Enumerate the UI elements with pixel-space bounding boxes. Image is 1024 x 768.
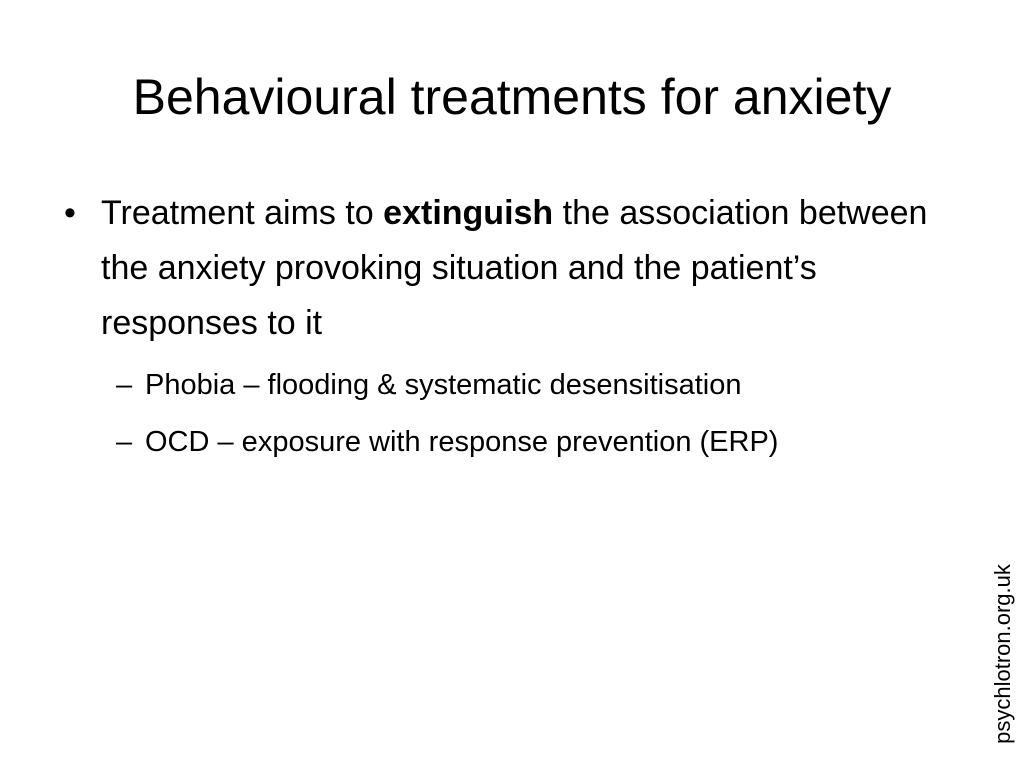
sub-list bbox=[62, 357, 952, 471]
bullet-text bbox=[101, 194, 927, 342]
sub-item-text: Phobia – flooding & systematic desensitisation bbox=[145, 369, 742, 401]
sub-item-ocd bbox=[116, 414, 952, 471]
bullet-emphasis: extinguish bbox=[383, 194, 554, 232]
sub-item-phobia bbox=[116, 357, 952, 414]
slide-title: Behavioural treatments for anxiety bbox=[132, 69, 892, 125]
dash-icon: – bbox=[116, 369, 133, 401]
bullet-item bbox=[62, 186, 952, 351]
site-watermark: psychlotron.org.uk bbox=[990, 564, 1015, 744]
bullet-icon: • bbox=[64, 194, 76, 232]
dash-icon: – bbox=[116, 426, 133, 458]
bullet-text-after: the association between the anxiety provoking situation and the patient’s responses to it bbox=[101, 194, 928, 342]
bullet-text-before: Treatment aims to bbox=[101, 194, 384, 232]
bullet-list bbox=[62, 186, 952, 471]
sub-item-text: OCD – exposure with response prevention (ERP) bbox=[145, 426, 779, 458]
